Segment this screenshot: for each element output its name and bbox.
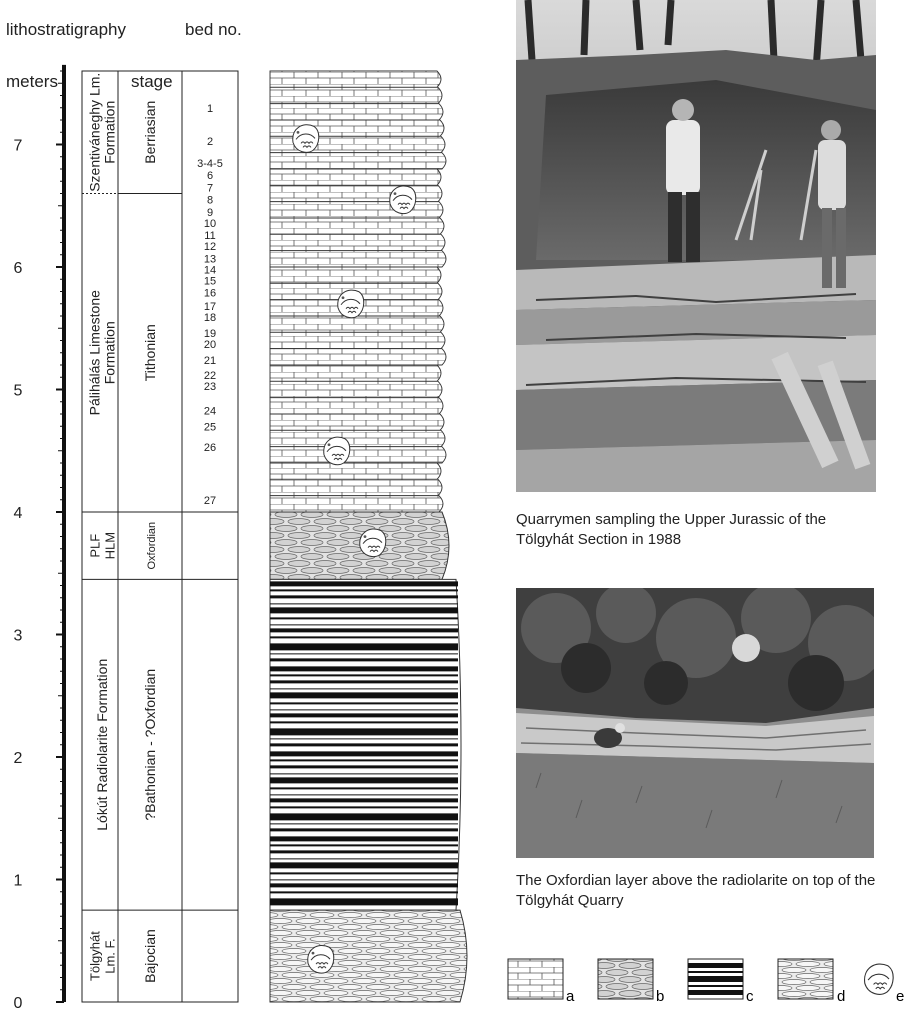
quarry-photo	[516, 0, 876, 492]
legend-swatch-a	[508, 959, 563, 999]
fossil-icon	[360, 529, 386, 557]
formation-label: Lókút Radiolarite Formation	[94, 658, 110, 831]
bed-number: 8	[206, 194, 214, 207]
legend	[500, 955, 920, 1015]
bed-number: 15	[203, 275, 217, 288]
bed-number: 13	[203, 253, 217, 266]
bed-layer-a	[270, 267, 441, 283]
bed-number: 14	[203, 264, 217, 277]
bed-number: 25	[203, 421, 217, 434]
bed-number: 3-4-5	[197, 157, 223, 170]
bed-number: 6	[206, 170, 214, 183]
legend-key-b: b	[656, 988, 665, 1005]
bed-layer-a	[270, 463, 441, 479]
legend-key-d: d	[837, 988, 846, 1005]
meter-tick-label: 7	[13, 137, 23, 155]
bed-layer-a	[270, 87, 442, 103]
bed-layer-a	[270, 104, 443, 120]
bed-layer-a	[270, 381, 442, 397]
bed-number: 12	[203, 241, 217, 254]
bed-layer-a	[270, 496, 443, 512]
meter-tick-label: 3	[13, 627, 23, 645]
stage-label: Tithonian	[142, 324, 158, 382]
bed-number: 9	[206, 206, 214, 219]
bed-layer-c	[270, 579, 461, 910]
quarry-photo-caption: Quarrymen sampling the Upper Jurassic of the Tölgyhát Section in 1988	[516, 511, 827, 548]
fossil-icon	[324, 437, 350, 465]
header-bed-no: bed no.	[185, 20, 242, 39]
bed-number: 10	[203, 217, 217, 230]
formation-label: Pálihálás LimestoneFormation	[86, 290, 118, 416]
bed-number: 20	[203, 339, 217, 352]
stage-label: Bajocian	[142, 929, 158, 983]
header-stage: stage	[131, 72, 173, 91]
fossil-icon	[293, 125, 319, 153]
meter-tick-label: 0	[13, 995, 23, 1012]
meter-tick-label: 4	[13, 505, 23, 522]
bed-layer-a	[270, 365, 441, 381]
stage-label: ?Bathonian - ?Oxfordian	[142, 668, 158, 821]
meter-tick-label: 1	[13, 872, 23, 890]
bed-number: 19	[203, 328, 217, 341]
fossil-icon	[338, 290, 364, 318]
formation-label: Szentiváneghy Lm.Formation	[86, 72, 118, 192]
meter-tick-label: 5	[13, 382, 23, 400]
formation-label: PLFHLM	[87, 531, 118, 560]
meter-tick-label: 6	[13, 260, 23, 277]
bed-number: 24	[203, 405, 217, 418]
header-meters: meters	[6, 72, 58, 91]
meter-tick-label: 2	[13, 750, 23, 767]
bed-number: 1	[206, 102, 214, 115]
bed-layer-a	[270, 71, 441, 87]
bed-number: 16	[203, 287, 217, 300]
bed-number: 26	[203, 442, 217, 455]
bed-number: 11	[204, 230, 216, 243]
bed-layer-d	[270, 910, 467, 1002]
legend-swatch-c	[688, 959, 743, 999]
fossil-icon	[390, 186, 416, 214]
bed-layer-a	[270, 430, 445, 446]
outcrop-photo	[516, 588, 874, 858]
bed-number: 22	[203, 369, 217, 382]
bed-layer-a	[270, 153, 446, 169]
legend-key-e: e	[896, 988, 905, 1005]
bed-number: 21	[203, 355, 217, 368]
legend-key-c: c	[746, 988, 754, 1005]
bed-layer-a	[270, 218, 444, 234]
bed-layer-a	[270, 251, 446, 267]
bed-number: 7	[206, 182, 214, 195]
bed-number: 17	[203, 301, 217, 314]
formation-label: TölgyhátLm. F.	[87, 931, 118, 981]
bed-layer-a	[270, 447, 446, 463]
fossil-icon	[865, 964, 894, 994]
stage-label: Berriasian	[142, 100, 158, 164]
bed-layer-a	[270, 169, 441, 185]
bed-layer-a	[270, 332, 445, 348]
legend-key-a: a	[566, 988, 575, 1005]
legend-swatch-d	[778, 959, 833, 999]
fossil-icon	[308, 946, 334, 974]
bed-number: 2	[206, 135, 214, 148]
header-lithostratigraphy: lithostratigraphy	[6, 20, 127, 39]
bed-layer-a	[270, 398, 443, 414]
bed-layer-a	[270, 414, 444, 430]
bed-layer-a	[270, 234, 445, 250]
legend-swatch-b	[598, 959, 653, 999]
bed-number: 27	[203, 494, 217, 507]
bed-number: 23	[203, 380, 217, 393]
stage-label: Oxfordian	[146, 521, 158, 570]
bed-layer-a	[270, 202, 443, 218]
outcrop-photo-caption: The Oxfordian layer above the radiolarite on top of the Tölgyhát Quarry	[516, 872, 876, 909]
bed-layer-a	[270, 349, 446, 365]
bed-layer-a	[270, 479, 442, 495]
bed-number: 18	[203, 312, 217, 325]
bed-layer-a	[270, 316, 444, 332]
